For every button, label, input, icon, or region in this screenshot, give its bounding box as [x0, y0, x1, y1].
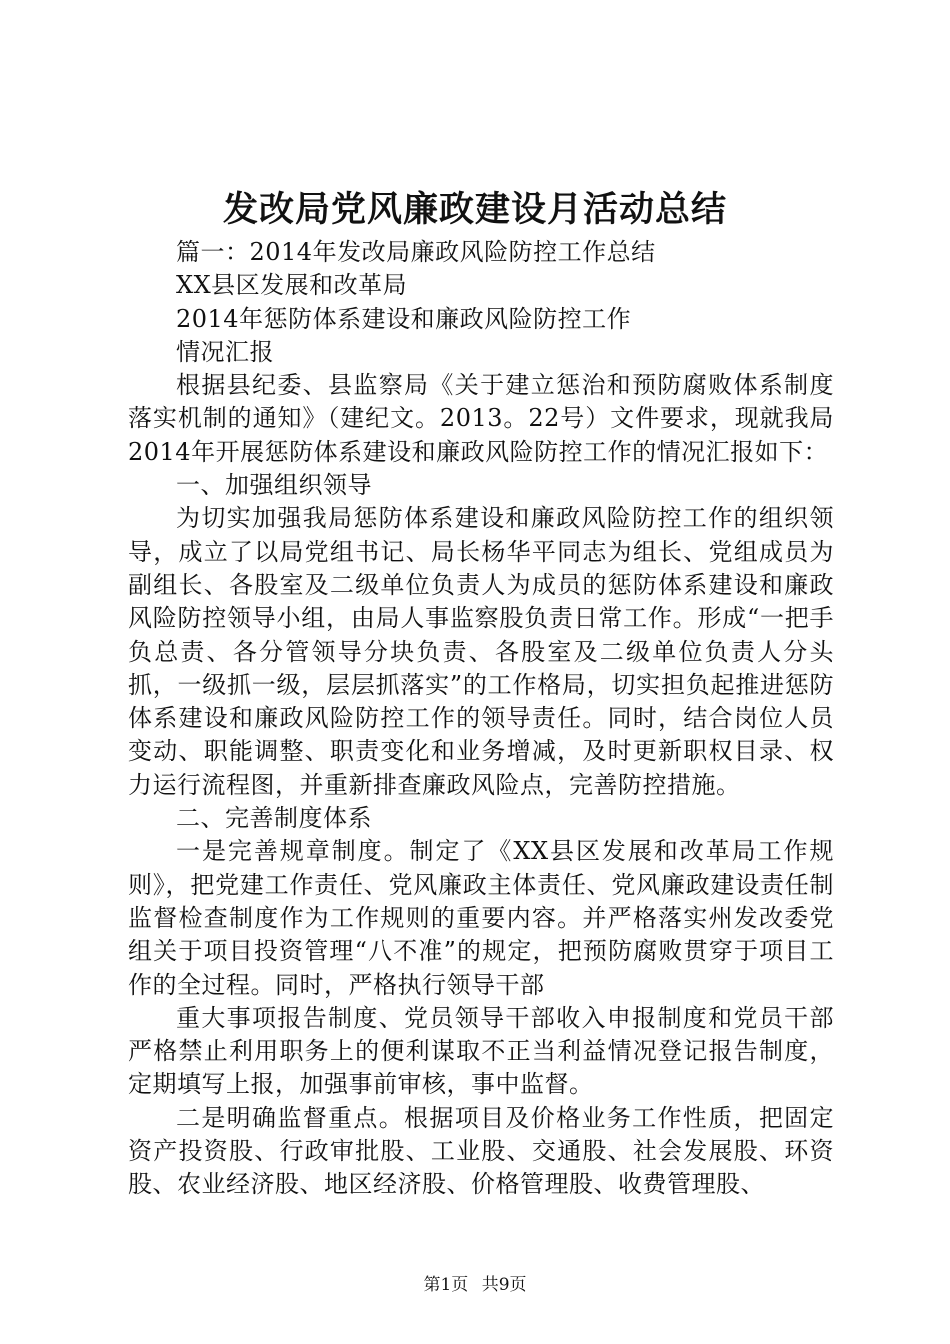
paragraph-org-name: XX县区发展和改革局: [176, 271, 408, 300]
paragraph-section-title: 篇一：2014年发改局廉政风险防控工作总结: [176, 238, 656, 266]
paragraph-heading-2: 二、完善制度体系: [176, 804, 372, 833]
paragraph-body-1: 为切实加强我局惩防体系建设和廉政风险防控工作的组织领导，成立了以局党组书记、局长杨华平同志为组长、党组成员为副组长、各股室及二级单位负责人为成员的惩防体系建设和廉政风险防控领导小组，由局人事监察股负责日常工作。形成“一把手负总责、各分管领导分块负责、各股室及二级单位负责人分头抓，一级抓一级，层层抓落实”的工作格局，切实担负起推进惩防体系建设和廉政风险防控工作的领导责任。同时，结合岗位人员变动、职能调整、职责变化和业务增减，及时更新职权目录、权力运行流程图，并重新排查廉政风险点，完善防控措施。: [128, 504, 834, 799]
paragraph-intro: 根据县纪委、县监察局《关于建立惩治和预防腐败体系制度落实机制的通知》（建纪文。2013。22号）文件要求，现就我局2014年开展惩防体系建设和廉政风险防控工作的情况汇报如下：: [128, 371, 834, 466]
document-body: [128, 236, 834, 1202]
page-number: 第1页: [423, 1275, 469, 1295]
paragraph-heading-1: 一、加强组织领导: [176, 471, 372, 500]
paragraph-body-2: 一是完善规章制度。制定了《XX县区发展和改革局工作规则》，把党建工作责任、党风廉政主体责任、党风廉政建设责任制监督检查制度作为工作规则的重要内容。并严格落实州发改委党组关于项目投资管理“八不准”的规定，把预防腐败贯穿于项目工作的全过程。同时，严格执行领导干部: [128, 837, 834, 999]
document-title: 发改局党风廉政建设月活动总结: [222, 189, 727, 230]
paragraph-body-3: 重大事项报告制度、党员领导干部收入申报制度和党员干部严格禁止利用职务上的便利谋取不正当利益情况登记报告制度，定期填写上报，加强事前审核，事中监督。: [128, 1003, 834, 1099]
page-total: 共9页: [481, 1275, 527, 1295]
paragraph-report-subtitle: 情况汇报: [176, 337, 274, 366]
paragraph-body-4: 二是明确监督重点。根据项目及价格业务工作性质，把固定资产投资股、行政审批股、工业股、交通股、社会发展股、环资股、农业经济股、地区经济股、价格管理股、收费管理股、: [128, 1103, 834, 1199]
page-footer: [0, 1274, 950, 1296]
paragraph-report-title: 2014年惩防体系建设和廉政风险防控工作: [176, 304, 632, 333]
